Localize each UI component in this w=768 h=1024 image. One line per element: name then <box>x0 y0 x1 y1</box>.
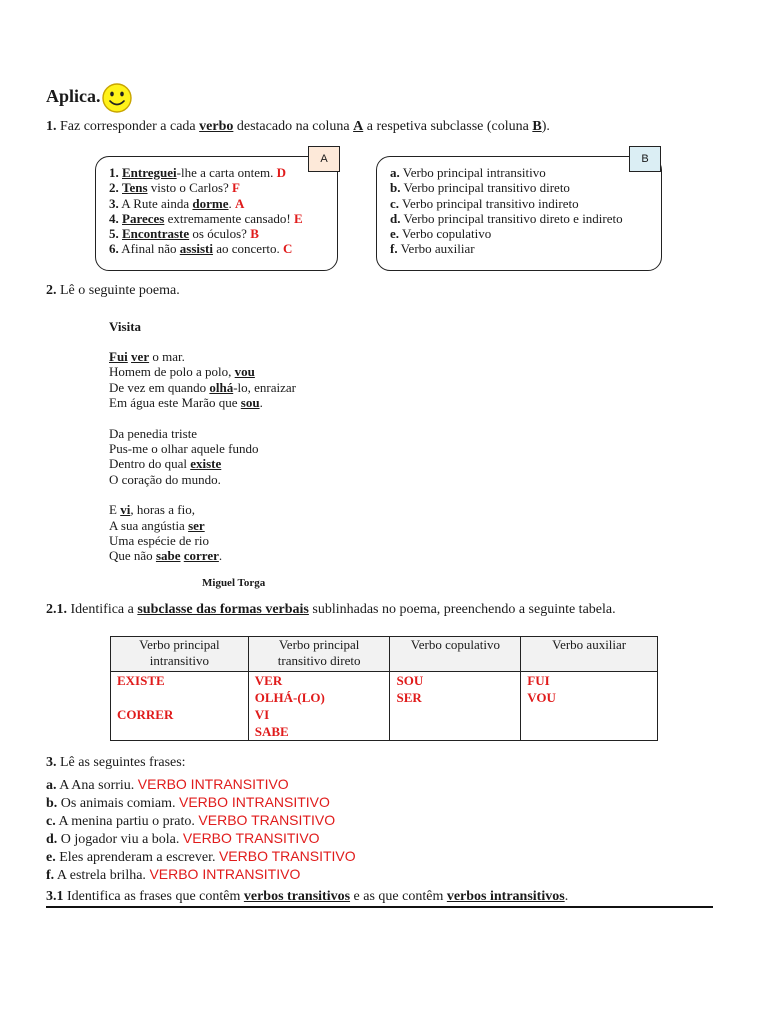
list-item: c. Verbo principal transitivo indireto <box>390 195 579 211</box>
list-item: d. Verbo principal transitivo direto e indireto <box>390 210 623 226</box>
table-header: Verbo copulativo <box>390 637 521 672</box>
poem-line: Fui ver o mar. <box>109 349 185 364</box>
table-header: Verbo principal intransitivo <box>111 637 249 672</box>
table-header: Verbo principal transitivo direto <box>248 637 390 672</box>
poem-line: Uma espécie de rio <box>109 533 209 549</box>
table-cell: VER OLHÁ-(LO) VI SABE <box>248 672 390 741</box>
list-item: e. Eles aprenderam a escrever. VERBO TRANSITIVO <box>46 848 356 865</box>
column-a-tag: A <box>308 146 340 172</box>
question-1: 1. Faz corresponder a cada verbo destacado na coluna A a respetiva subclasse (coluna B). <box>46 119 550 134</box>
question-3: 3. Lê as seguintes frases: <box>46 755 186 770</box>
poem-line: Dentro do qual existe <box>109 456 222 472</box>
answer-letter: B <box>250 226 259 242</box>
column-b-tag: B <box>629 146 661 172</box>
list-item: 3. A Rute ainda dorme. A <box>109 195 245 211</box>
poem-line: Homem de polo a polo, vou <box>109 364 255 380</box>
answer-text: VERBO INTRANSITIVO <box>137 776 289 792</box>
table-cell: EXISTE CORRER <box>111 672 249 741</box>
answer-text: VERBO TRANSITIVO <box>182 830 320 846</box>
list-item: a. Verbo principal intransitivo <box>390 165 546 180</box>
list-item: d. O jogador viu a bola. VERBO TRANSITIVO <box>46 830 320 847</box>
answer-letter: A <box>235 195 245 211</box>
poem-line: O coração do mundo. <box>109 471 221 487</box>
poem-line: Pus-me o olhar aquele fundo <box>109 441 259 457</box>
column-b-list <box>390 165 623 257</box>
answer-letter: D <box>276 165 287 180</box>
list-item: c. A menina partiu o prato. VERBO TRANSITIVO <box>46 812 336 829</box>
list-item: b. Os animais comiam. VERBO INTRANSITIVO <box>46 794 330 811</box>
list-item: b. Verbo principal transitivo direto <box>390 180 570 196</box>
list-item: 5. Encontraste os óculos? B <box>109 226 259 242</box>
list-item: a. A Ana sorriu. VERBO INTRANSITIVO <box>46 776 289 793</box>
page-title: Aplica. <box>46 86 101 106</box>
smiley-face-icon <box>101 82 133 114</box>
poem-line: Em água este Marão que sou. <box>109 395 263 411</box>
verb-classification-table <box>110 636 658 741</box>
poem-line: E vi, horas a fio, <box>109 502 195 518</box>
poem-line: De vez em quando olhá-lo, enraizar <box>109 379 296 395</box>
poem-line: Da penedia triste <box>109 425 198 441</box>
answer-text: VERBO INTRANSITIVO <box>149 866 301 882</box>
list-item: f. Verbo auxiliar <box>390 241 475 257</box>
answer-letter: F <box>232 180 240 196</box>
question-2: 2. Lê o seguinte poema. <box>46 283 180 298</box>
list-item: 6. Afinal não assisti ao concerto. C <box>109 241 293 257</box>
sentence-list <box>46 776 356 884</box>
poem-stanza-3 <box>109 502 296 564</box>
table-header: Verbo auxiliar <box>521 637 658 672</box>
table-cell: SOU SER <box>390 672 521 741</box>
answer-text: VERBO TRANSITIVO <box>218 848 356 864</box>
list-item: 2. Tens visto o Carlos? F <box>109 180 240 196</box>
poem-title: Visita <box>109 319 142 334</box>
answer-letter: C <box>283 241 293 257</box>
list-item: f. A estrela brilha. VERBO INTRANSITIVO <box>46 866 301 883</box>
poem-line: A sua angústia ser <box>109 517 205 533</box>
poem-stanza-2 <box>109 426 296 488</box>
answer-letter: E <box>293 210 303 226</box>
question-3-1: 3.1 Identifica as frases que contêm verbos transitivos e as que contêm verbos intransitivos. <box>46 889 569 904</box>
poem-author: Miguel Torga <box>202 577 266 589</box>
poem-stanza-1 <box>109 349 296 411</box>
table-cell: FUI VOU <box>521 672 658 741</box>
list-item: 1. Entreguei-lhe a carta ontem. D <box>109 165 287 180</box>
answer-text: VERBO INTRANSITIVO <box>179 794 330 810</box>
question-2-1: 2.1. Identifica a subclasse das formas verbais sublinhadas no poema, preenchendo a seguinte tabela. <box>46 602 616 617</box>
answer-text: VERBO TRANSITIVO <box>198 812 336 828</box>
divider-line <box>46 906 713 908</box>
poem-line: Que não sabe correr. <box>109 548 223 564</box>
poem <box>109 319 296 579</box>
list-item: e. Verbo copulativo <box>390 226 492 242</box>
column-a-list <box>109 165 303 257</box>
list-item: 4. Pareces extremamente cansado! E <box>109 210 303 226</box>
